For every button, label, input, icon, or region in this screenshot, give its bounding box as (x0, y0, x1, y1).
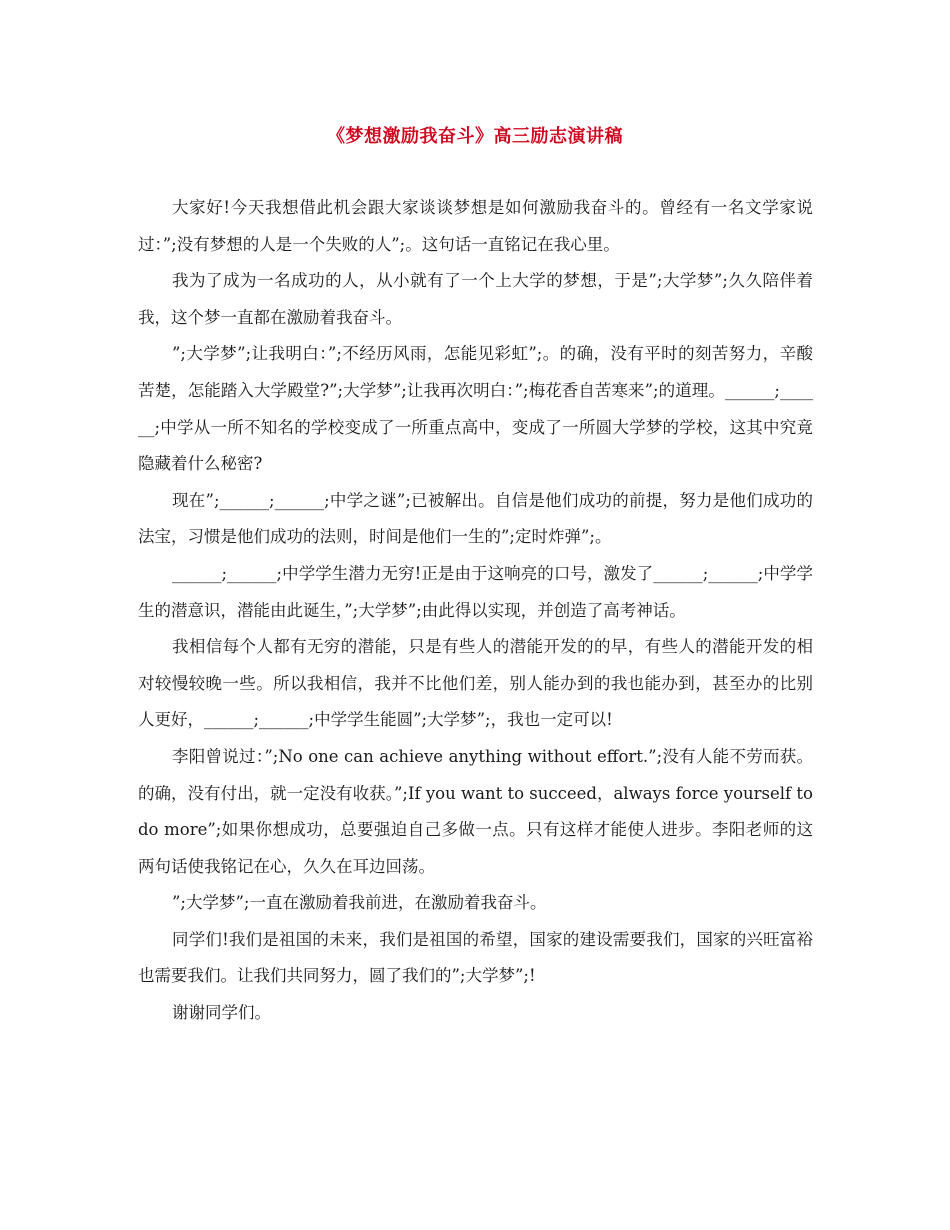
paragraph: 大家好!今天我想借此机会跟大家谈谈梦想是如何激励我奋斗的。曾经有一名文学家说过：”;没有梦想的人是一个失败的人”;。这句话一直铭记在我心里。 (138, 198, 813, 254)
paragraph: ”;大学梦”;一直在激励着我前进，在激励着我奋斗。 (172, 893, 547, 913)
paragraph: 现在”;______;______;中学之谜”;已被解出。自信是他们成功的前提，努力是他们成功的法宝，习惯是他们成功的法则，时间是他们一生的”;定时炸弹”;。 (138, 490, 813, 547)
paragraph: ______;______;中学学生潜力无穷!正是由于这响亮的口号，激发了______;______;中学学生的潜意识，潜能由此诞生，”;大学梦”;由此得以实现，并创造了高考神话。 (138, 563, 813, 620)
paragraph: 谢谢同学们。 (172, 1003, 271, 1023)
paragraph: ”;大学梦”;让我明白：”;不经历风雨，怎能见彩虹”;。的确，没有平时的刻苦努力，辛酸苦楚，怎能踏入大学殿堂?”;大学梦”;让我再次明白：”;梅花香自苦寒来”;的道理。______;______;中学从一所不知名的学校变成了一所重点高中，变成了一所圆大学梦的学校，这其中究竟隐藏着什么秘密? (138, 344, 813, 474)
paragraph: 我为了成为一名成功的人，从小就有了一个上大学的梦想，于是”;大学梦”;久久陪伴着我，这个梦一直都在激励着我奋斗。 (138, 271, 813, 327)
paragraph: 李阳曾说过：”;No one can achieve anything without effort.”;没有人能不劳而获。的确，没有付出，就一定没有收获。”;If you want to succeed，always force yourself to do more”;如果你想成功，总要强迫自己多做一点。只有这样才能使人进步。李阳老师的这两句话使我铭记在心，久久在耳边回荡。 (138, 746, 813, 876)
document-title: 《梦想激励我奋斗》高三励志演讲稿 (327, 126, 623, 147)
document-body (138, 190, 813, 1032)
paragraph: 同学们!我们是祖国的未来，我们是祖国的希望，国家的建设需要我们，国家的兴旺富裕也需要我们。让我们共同努力，圆了我们的”;大学梦”;! (138, 929, 813, 986)
paragraph: 我相信每个人都有无穷的潜能，只是有些人的潜能开发的的早，有些人的潜能开发的相对较慢较晚一些。所以我相信，我并不比他们差，别人能办到的我也能办到，甚至办的比别人更好，______;______;中学学生能圆”;大学梦”;，我也一定可以! (138, 637, 813, 730)
